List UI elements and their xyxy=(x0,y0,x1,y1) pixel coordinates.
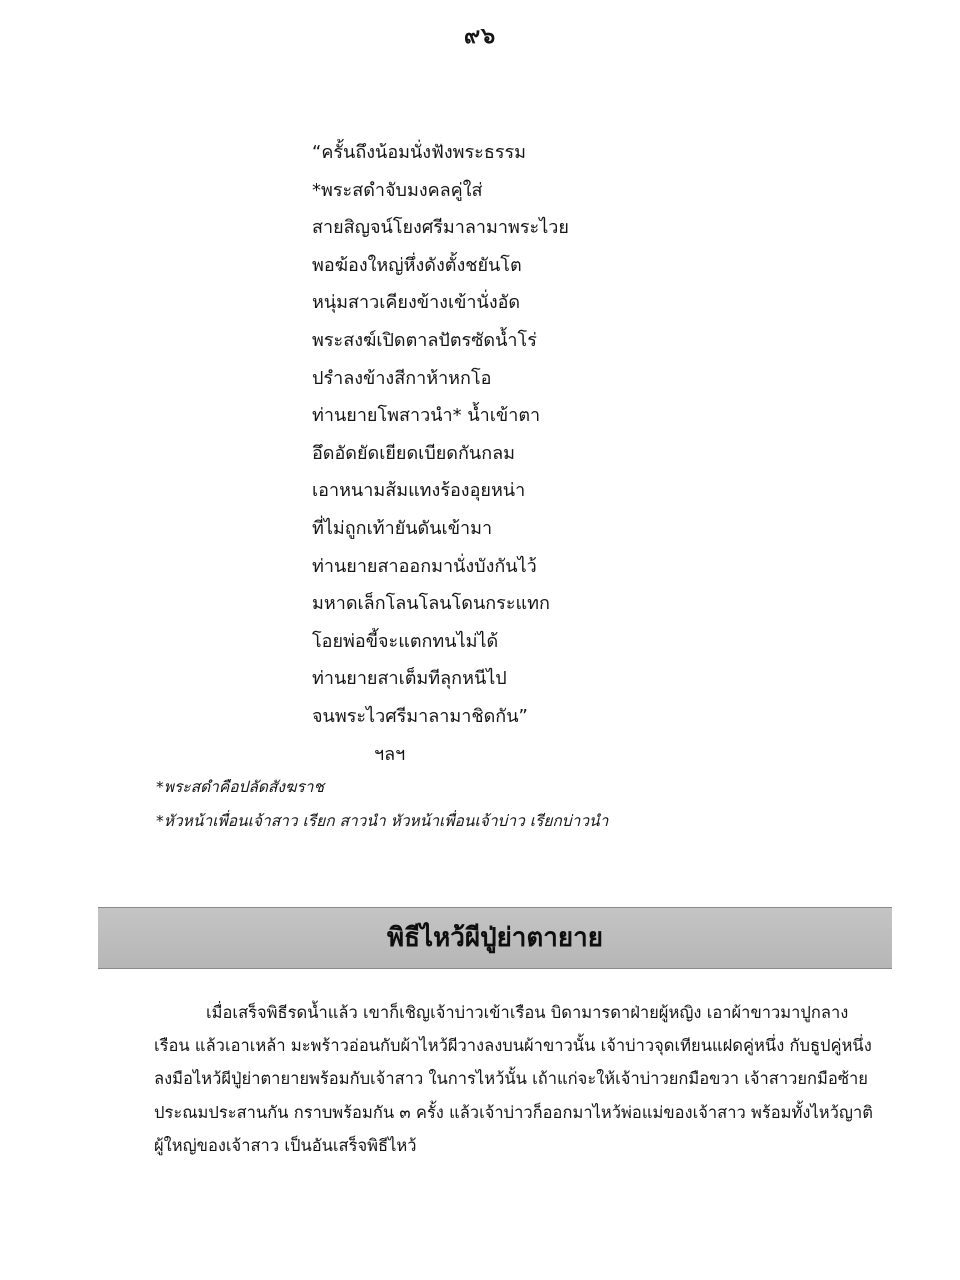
paragraph-line: ลงมือไหว้ผีปู่ย่าตายายพร้อมกับเจ้าสาว ในการไหว้นั้น เถ้าแก่จะให้เจ้าบ่าวยกมือขวา เจ้าสาวยกมือซ้าย xyxy=(154,1069,868,1089)
poem-line: มหาดเล็กโลนโลนโดนกระแทก xyxy=(312,593,550,615)
poem-line: ปรำลงข้างสีกาห้าหกโอ xyxy=(312,367,492,389)
section-title: พิธีไหว้ผีปู่ย่าตายาย xyxy=(387,923,603,953)
poem-line: จนพระไวศรีมาลามาชิดกัน” xyxy=(312,705,528,727)
poem-line: อึดอัดยัดเยียดเบียดกันกลม xyxy=(312,442,515,464)
poem-line: พอฆ้องใหญ่หึ่งดังตั้งชยันโต xyxy=(312,254,522,276)
poem-line: พระสงฆ์เปิดตาลปัตรซัดน้ำโร่ xyxy=(312,329,537,351)
poem-line: โอยพ่อขี้จะแตกทนไม่ได้ xyxy=(312,630,499,652)
paragraph-line: ผู้ใหญ่ของเจ้าสาว เป็นอันเสร็จพิธีไหว้ xyxy=(154,1135,417,1155)
poem-line: ท่านยายสาออกมานั่งบังกันไว้ xyxy=(312,555,537,577)
poem-line: เอาหนามส้มแทงร้องอุยหน่า xyxy=(312,480,526,502)
poem-line: ท่านยายโพสาวนำ* น้ำเข้าตา xyxy=(312,405,541,427)
paragraph-line: เมื่อเสร็จพิธีรดน้ำแล้ว เขาก็เชิญเจ้าบ่าวเข้าเรือน บิดามารดาฝ่ายผู้หญิง เอาผ้าขาวมาปูกลาง xyxy=(206,1003,849,1022)
body-paragraph xyxy=(154,996,890,1162)
poem-verse xyxy=(312,134,569,736)
poem-etcetera-mark: ฯลฯ xyxy=(374,744,406,765)
poem-line: ท่านยายสาเต็มทีลุกหนีไป xyxy=(312,668,507,690)
poem-line: หนุ่มสาวเคียงข้างเข้านั่งอัด xyxy=(312,292,521,314)
poem-line: ที่ไม่ถูกเท้ายันดันเข้ามา xyxy=(312,517,493,539)
paragraph-line: เรือน แล้วเอาเหล้า มะพร้าวอ่อนกับผ้าไหว้ผีวางลงบนผ้าขาวนั้น เจ้าบ่าวจุดเทียนแฝดคู่หนึ่ง กับธูปคู่หนึ่ง xyxy=(154,1036,872,1056)
poem-line: *พระสดำจับมงคลคู่ใส่ xyxy=(312,179,483,201)
footnote: *หัวหน้าเพื่อนเจ้าสาว เรียก สาวนำ หัวหน้าเพื่อนเจ้าบ่าว เรียกบ่าวนำ xyxy=(156,812,609,830)
poem-line: “ครั้นถึงน้อมนั่งฟังพระธรรม xyxy=(312,142,527,163)
page-number: ๙๖ xyxy=(463,24,497,49)
footnotes xyxy=(156,770,916,838)
paragraph-line: ประณมประสานกัน กราบพร้อมกัน ๓ ครั้ง แล้วเจ้าบ่าวก็ออกมาไหว้พ่อแม่ของเจ้าสาว พร้อมทั้งไหว้ญาติ xyxy=(154,1102,873,1122)
poem-line: สายสิญจน์โยงศรีมาลามาพระไวย xyxy=(312,217,569,239)
footnote: *พระสดำคือปลัดสังฆราช xyxy=(156,778,325,796)
section-heading-banner xyxy=(98,907,892,969)
